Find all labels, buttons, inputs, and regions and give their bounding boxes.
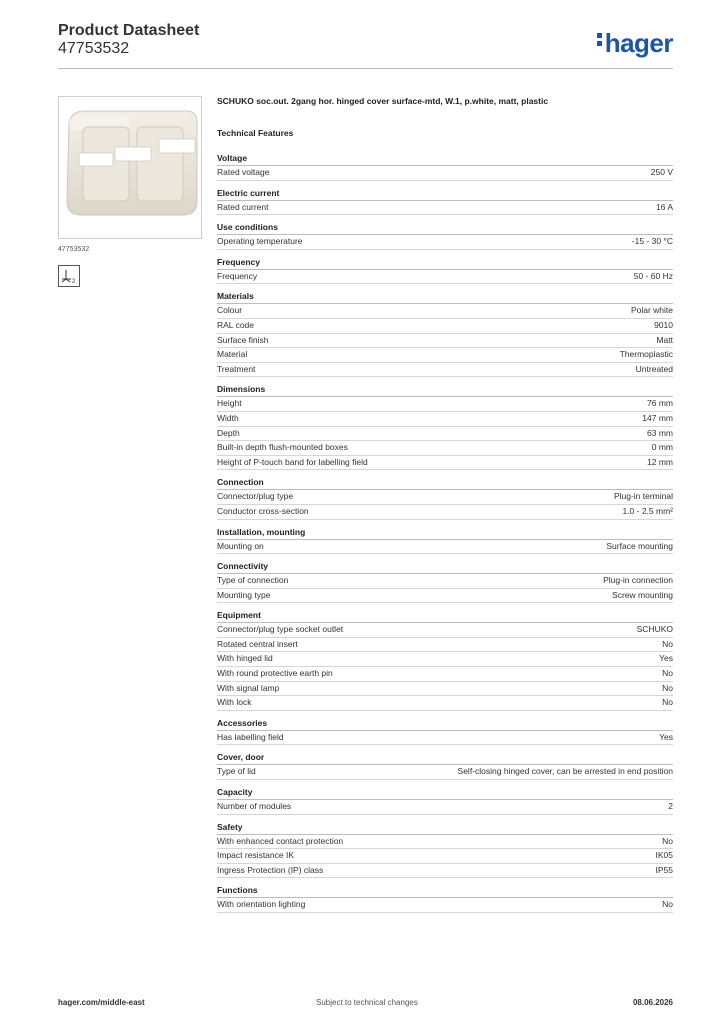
spec-row <box>217 638 673 653</box>
header-divider <box>58 68 673 69</box>
spec-value: Plug-in terminal <box>613 491 673 502</box>
spec-label: Type of connection <box>217 575 289 586</box>
spec-group <box>217 786 673 815</box>
spec-group-title: Voltage <box>217 152 673 166</box>
spec-value: No <box>662 638 673 649</box>
spec-row <box>217 363 673 378</box>
spec-value: Yes <box>659 731 673 742</box>
ip-rating-icon <box>58 265 80 287</box>
spec-group <box>217 256 673 285</box>
spec-row <box>217 427 673 442</box>
spec-value: IK05 <box>655 850 673 861</box>
spec-label: With signal lamp <box>217 682 280 693</box>
svg-text:2: 2 <box>72 279 76 285</box>
spec-label: Conductor cross-section <box>217 505 309 516</box>
spec-group <box>217 751 673 780</box>
spec-row <box>217 270 673 285</box>
spec-label: Has labelling field <box>217 731 284 742</box>
spec-label: Impact resistance IK <box>217 850 295 861</box>
spec-row <box>217 731 673 746</box>
spec-group <box>217 717 673 746</box>
spec-row <box>217 667 673 682</box>
spec-label: Connector/plug type socket outlet <box>217 624 344 635</box>
spec-group-title: Connection <box>217 476 673 490</box>
spec-label: Mounting type <box>217 589 271 600</box>
spec-row <box>217 397 673 412</box>
product-title: SCHUKO soc.out. 2gang hor. hinged cover surface-mtd, W.1, p.white, matt, plastic <box>217 96 549 106</box>
spec-label: Type of lid <box>217 766 256 777</box>
spec-group-title: Capacity <box>217 786 673 800</box>
spec-group <box>217 152 673 181</box>
spec-label: Colour <box>217 305 243 316</box>
spec-row <box>217 849 673 864</box>
spec-group <box>217 476 673 519</box>
spec-row <box>217 540 673 555</box>
spec-row <box>217 456 673 471</box>
spec-label: Depth <box>217 427 240 438</box>
spec-value: 250 V <box>650 167 673 177</box>
spec-label: With round protective earth pin <box>217 668 333 679</box>
hager-logo <box>597 28 673 59</box>
spec-row <box>217 898 673 913</box>
spec-row <box>217 682 673 697</box>
logo-dots-icon <box>597 30 603 49</box>
spec-row <box>217 765 673 780</box>
footer-note: Subject to technical changes <box>316 998 418 1007</box>
spec-label: With enhanced contact protection <box>217 835 344 846</box>
spec-value: 76 mm <box>647 398 673 409</box>
spec-row <box>217 235 673 250</box>
spec-row <box>217 412 673 427</box>
spec-group <box>217 187 673 216</box>
spec-value: IP55 <box>655 864 673 875</box>
spec-group-title: Safety <box>217 821 673 835</box>
spec-row <box>217 505 673 520</box>
spec-label: Height of P-touch band for labelling field <box>217 456 368 467</box>
spec-label: RAL code <box>217 319 255 330</box>
spec-row <box>217 835 673 850</box>
spec-value: No <box>662 835 673 846</box>
spec-label: Number of modules <box>217 801 292 812</box>
spec-row <box>217 696 673 711</box>
spec-label: Operating temperature <box>217 236 303 247</box>
spec-group-title: Frequency <box>217 256 673 270</box>
spec-label: Width <box>217 412 239 423</box>
spec-value: Plug-in connection <box>603 575 673 586</box>
spec-label: Surface finish <box>217 334 269 345</box>
spec-row <box>217 623 673 638</box>
spec-value: Untreated <box>635 363 673 374</box>
spec-group-title: Functions <box>217 884 673 898</box>
spec-value: 12 mm <box>647 456 673 467</box>
spec-label: Ingress Protection (IP) class <box>217 864 324 875</box>
spec-group-title: Equipment <box>217 609 673 623</box>
spec-label: Height <box>217 398 242 409</box>
spec-value: No <box>662 899 673 910</box>
spec-group-title: Cover, door <box>217 751 673 765</box>
spec-group-title: Dimensions <box>217 383 673 397</box>
spec-label: With hinged lid <box>217 653 273 664</box>
spec-label: With orientation lighting <box>217 899 306 910</box>
spec-value: Surface mounting <box>606 540 673 551</box>
spec-group-title: Use conditions <box>217 221 673 235</box>
footer-date: 08.06.2026 <box>632 998 673 1007</box>
spec-label: Connector/plug type <box>217 491 294 502</box>
spec-group <box>217 383 673 470</box>
socket-outlet-icon <box>59 97 201 238</box>
spec-group <box>217 221 673 250</box>
image-caption: 47753532 <box>58 246 90 253</box>
spec-label: With lock <box>217 697 252 708</box>
spec-group <box>217 526 673 555</box>
spec-group-title: Materials <box>217 290 673 304</box>
spec-group <box>217 884 673 913</box>
spec-label: Treatment <box>217 363 256 374</box>
spec-group <box>217 560 673 603</box>
spec-row <box>217 201 673 216</box>
spec-label: Frequency <box>217 270 258 281</box>
spec-value: 9010 <box>654 319 673 330</box>
spec-value: 2 <box>668 801 673 812</box>
spec-value: 16 A <box>655 201 673 212</box>
product-code: 47753532 <box>58 40 130 57</box>
spec-label: Material <box>217 349 248 360</box>
spec-row <box>217 864 673 879</box>
product-image <box>58 96 202 239</box>
spec-value: 1.0 - 2.5 mm² <box>622 505 673 516</box>
spec-value: Thermoplastic <box>619 349 673 360</box>
spec-group-title: Accessories <box>217 717 673 731</box>
spec-label: Mounting on <box>217 540 264 551</box>
spec-row <box>217 800 673 815</box>
spec-groups <box>217 152 673 913</box>
spec-group <box>217 821 673 879</box>
spec-value: -15 - 30 °C <box>631 236 673 247</box>
spec-row <box>217 589 673 604</box>
spec-group-title: Connectivity <box>217 560 673 574</box>
page-title: Product Datasheet <box>58 22 200 39</box>
spec-value: Yes <box>659 653 673 664</box>
spec-value: Screw mounting <box>612 589 673 600</box>
spec-label: Rated current <box>217 201 269 212</box>
spec-label: Built-in depth flush-mounted boxes <box>217 442 348 453</box>
spec-group-title: Installation, mounting <box>217 526 673 540</box>
spec-value: 63 mm <box>647 427 673 438</box>
spec-row <box>217 319 673 334</box>
spec-value: SCHUKO <box>636 624 673 635</box>
spec-value: 50 - 60 Hz <box>633 270 673 281</box>
spec-value: No <box>662 697 673 708</box>
drip-proof-icon <box>59 266 79 286</box>
spec-group <box>217 609 673 711</box>
spec-row <box>217 490 673 505</box>
spec-value: Matt <box>656 334 673 345</box>
spec-value: 0 mm <box>651 442 673 453</box>
spec-row <box>217 166 673 181</box>
spec-row <box>217 348 673 363</box>
spec-row <box>217 334 673 349</box>
spec-group-title: Electric current <box>217 187 673 201</box>
spec-label: Rated voltage <box>217 167 270 177</box>
spec-value: Self-closing hinged cover, can be arrested in end position <box>457 766 673 777</box>
spec-value: No <box>662 668 673 679</box>
spec-row <box>217 652 673 667</box>
spec-label: Rotated central insert <box>217 638 298 649</box>
spec-section <box>217 96 673 919</box>
footer-website: hager.com/middle-east <box>58 998 145 1007</box>
spec-value: Polar white <box>630 305 673 316</box>
spec-row <box>217 304 673 319</box>
spec-row <box>217 441 673 456</box>
spec-value: No <box>662 682 673 693</box>
spec-row <box>217 574 673 589</box>
spec-value: 147 mm <box>642 412 673 423</box>
logo-text: hager <box>604 28 673 58</box>
technical-features-heading: Technical Features <box>217 128 294 138</box>
spec-group <box>217 290 673 377</box>
